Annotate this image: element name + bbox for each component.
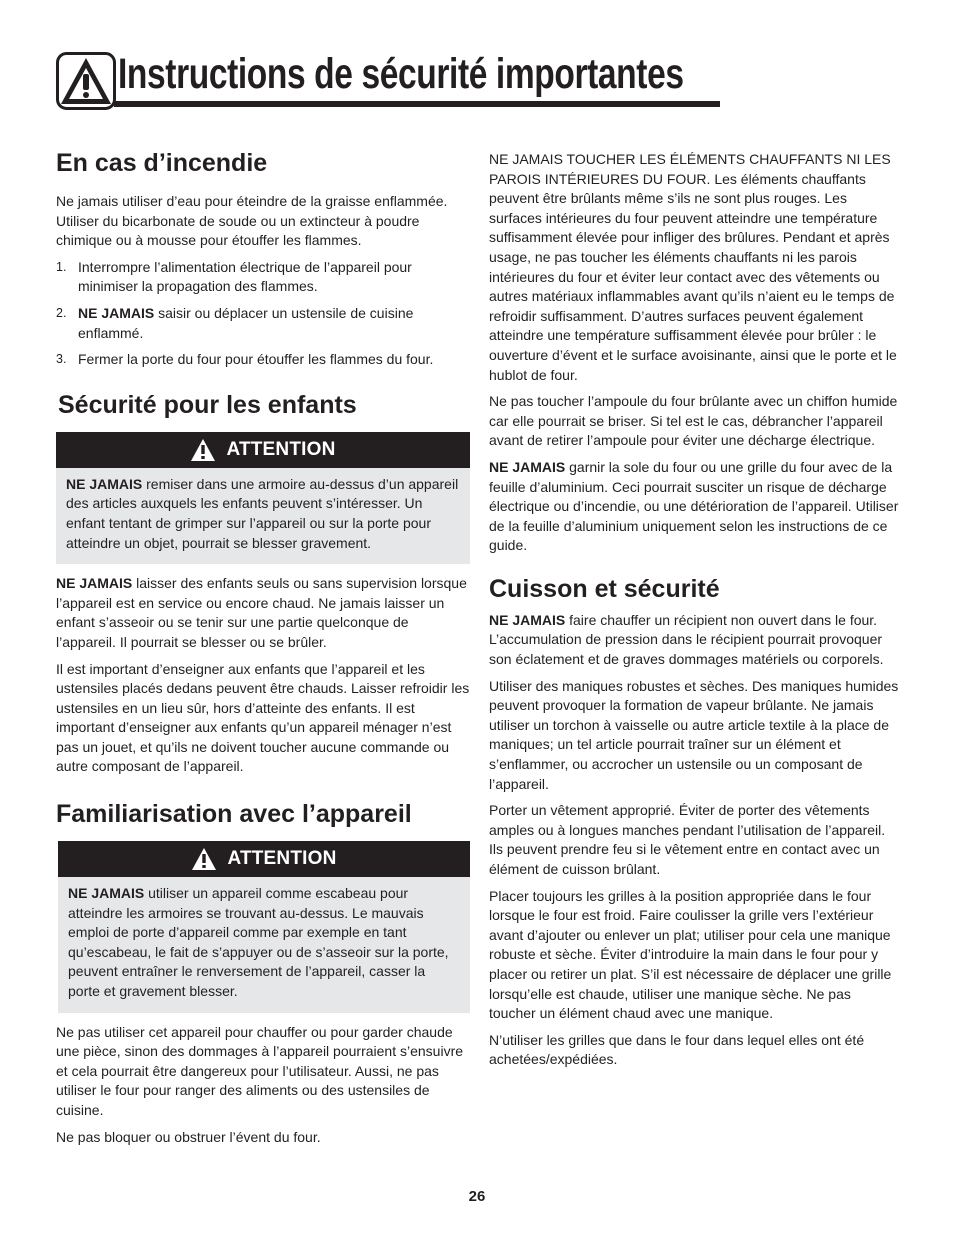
fire-steps (56, 258, 470, 370)
children-heading: Sécurité pour les enfants (58, 390, 357, 419)
familiar-paragraph-2: Ne pas bloquer ou obstruer l’évent du four. (56, 1128, 321, 1145)
warning-triangle-icon (190, 438, 216, 462)
attention-text: NE JAMAIS utiliser un appareil comme escabeau pour atteindre les armoires se trouvant au-dessus. Le mauvais emploi de porte d’appareil comme par exemple en tant qu’escabeau, le fait de s’appuyer ou de s’asseoir sur la porte, peuvent entraîner le renversement de l’appareil, casser la porte et gravement blesser. (68, 885, 449, 1000)
children-paragraph-1: NE JAMAIS laisser des enfants seuls ou sans supervision lorsque l’appareil est en service ou encore chaud. Ne jamais laisser un enfant s’asseoir ou se tenir sur une partie quelconque de l’appareil. Il pourrait se blesser ou se brûler. (56, 575, 467, 650)
right-column (489, 150, 901, 1070)
list-item: 3. Fermer la porte du four pour étouffer les flammes du four. (56, 351, 434, 368)
list-item: 1. Interrompre l’alimentation électrique de l’appareil pour minimiser la propagation des flammes. (56, 258, 412, 295)
warning-triangle-icon (56, 52, 116, 110)
page-number: 26 (468, 1188, 486, 1205)
cooking-paragraph-3: Porter un vêtement approprié. Éviter de porter des vêtements amples ou à longues manches pendant l’utilisation de l’appareil. Ils peuvent prendre feu si le vêtement entre en contact avec un élément de cuisson brûlant. (489, 802, 886, 877)
page-header (56, 52, 720, 114)
cooking-paragraph-1: NE JAMAIS faire chauffer un récipient non ouvert dans le four. L’accumulation de pression dans le récipient pourrait provoquer son éclatement et de graves dommages matériels ou corporels. (489, 611, 884, 668)
cooking-paragraph-2: Utiliser des maniques robustes et sèches. Des maniques humides peuvent provoquer la formation de vapeur brûlante. Ne jamais utiliser un torchon à vaisselle ou autre article textile à la place de maniques; un tel article pourrait traîner sur un élément et s’enflammer, ou accrocher un ustensile ou un composant de l’appareil. (489, 677, 899, 792)
attention-bar (56, 432, 470, 468)
fire-intro: Ne jamais utiliser d’eau pour éteindre de la graisse enflammée. Utiliser du bicarbonate de soude ou un extincteur à poudre chimique ou à mousse pour étouffer les flammes. (56, 193, 448, 249)
familiar-heading: Familiarisation avec l’appareil (56, 800, 412, 829)
list-item: 2. NE JAMAIS saisir ou déplacer un ustensile de cuisine enflammé. (56, 304, 414, 341)
heating-elements-paragraph: NE JAMAIS TOUCHER LES ÉLÉMENTS CHAUFFANTS NI LES PAROIS INTÉRIEURES DU FOUR. Les éléments chauffants peuvent être brûlants même s’ils ne sont plus rouges. Les surfaces intérieures du four peuvent atteindre une température suffisamment élevée pour infliger des brûlures. Pendant et après usage, ne pas toucher les éléments chauffants ni les parois intérieures du four et éviter leur contact avec des vêtements ou autres matériaux inflammables avant qu’ils n’aient eu le temps de refroidir suffisamment. D’autres surfaces peuvent également atteindre une température suffisamment élevée pour brûler : le ouverture d’évent et le surface avoisinante, ainsi que le porte et le hublot de four. (489, 151, 897, 383)
bulb-paragraph: Ne pas toucher l’ampoule du four brûlante avec un chiffon humide car elle pourrait se briser. Si tel est le cas, débrancher l’appareil avant de retirer l’ampoule pour éviter une décharge électrique. (489, 393, 898, 449)
warning-triangle-icon (191, 847, 217, 871)
left-column (56, 140, 470, 1147)
cooking-heading: Cuisson et sécurité (489, 574, 720, 603)
attention-label: ATTENTION (227, 848, 337, 870)
aluminium-paragraph: NE JAMAIS garnir la sole du four ou une grille du four avec de la feuille d’aluminium. Ceci pourrait susciter un risque de décharge électrique ou d’incendie, ou une détérioration de l’appareil. Utiliser de la feuille d’aluminium uniquement selon les instructions de ce guide. (489, 458, 899, 554)
page-title: Instructions de sécurité importantes (118, 50, 684, 98)
fire-heading: En cas d’incendie (56, 149, 268, 177)
attention-box-familiar (58, 841, 470, 1013)
title-underline (114, 101, 720, 107)
attention-box-children (56, 432, 470, 564)
attention-bar (58, 841, 470, 877)
familiar-paragraph-1: Ne pas utiliser cet appareil pour chauffer ou pour garder chaude une pièce, sinon des dommages à l’appareil pourraient s’ensuivre et cela pourrait être dangereux pour l’utilisateur. Aussi, ne pas utiliser le four pour ranger des aliments ou des ustensiles de cuisine. (56, 1023, 464, 1118)
attention-label: ATTENTION (226, 438, 336, 460)
attention-text: NE JAMAIS remiser dans une armoire au-dessus d’un appareil des articles auxquels les enfants peuvent s’intéresser. Un enfant tentant de grimper sur l’appareil ou sur la porte pour atteindre un objet, pourrait se blesser gravement. (66, 475, 459, 551)
children-paragraph-2: Il est important d’enseigner aux enfants que l’appareil et les ustensiles placés dedans peuvent être chauds. Laisser refroidir les ustensiles en un lieu sûr, hors d’atteinte des enfants. Il est important d’enseigner aux enfants qu’un appareil ménager n’est pas un jouet, et qu’ils ne doivent toucher aucune commande ou autre composant de l’appareil. (56, 660, 470, 775)
cooking-paragraph-4: Placer toujours les grilles à la position appropriée dans le four lorsque le four est froid. Faire coulisser la grille vers l’extérieur avant d’ajouter ou enlever un plat; utiliser pour cela une manique robuste et sèche. Éviter d’introduire la main dans le four pour y placer ou retirer un plat. S’il est nécessaire de déplacer une grille lorsqu’elle est chaude, utiliser une manique sèche. Ne pas toucher un élément chaud avec une manique. (489, 887, 892, 1022)
cooking-paragraph-5: N’utiliser les grilles que dans le four dans lequel elles ont été achetées/expédiées. (489, 1031, 865, 1068)
